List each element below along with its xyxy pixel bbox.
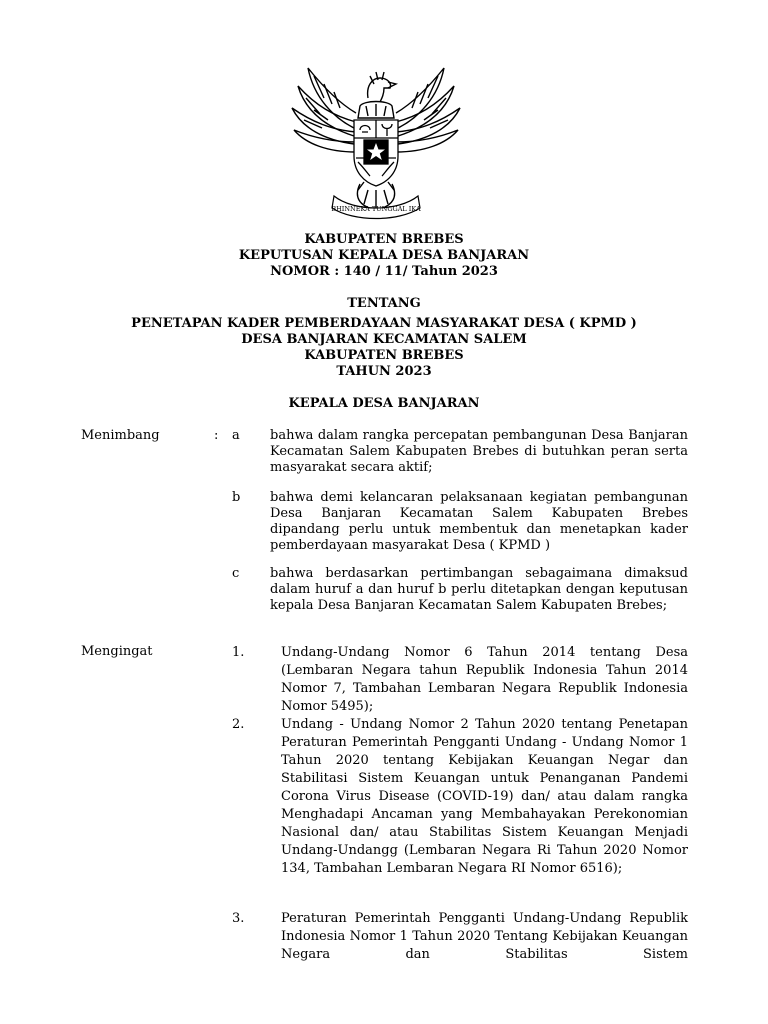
subject-line-4: TAHUN 2023 bbox=[336, 364, 432, 379]
menimbang-item-b: bahwa demi kelancaran pelaksanaan kegiatan pembangunan Desa Banjaran Kecamatan Salem Kabupaten Brebes dipandang perlu untuk membentuk dan menetapkan kader pemberdayaan masyarakat Desa ( KPMD ) bbox=[270, 490, 688, 553]
menimbang-marker-a: a bbox=[232, 428, 240, 443]
issuer-heading: KEPALA DESA BANJARAN bbox=[288, 396, 480, 411]
tentang-heading: TENTANG bbox=[347, 296, 421, 311]
menimbang-label: Menimbang bbox=[81, 428, 160, 443]
subject-line-3: KABUPATEN BREBES bbox=[304, 348, 464, 363]
menimbang-marker-c: c bbox=[232, 566, 240, 581]
mengingat-item-3: Peraturan Pemerintah Pengganti Undang-Undang Republik Indonesia Nomor 1 Tahun 2020 Tentang Kebijakan Keuangan Negara dan Stabilitas Sistem bbox=[281, 911, 688, 962]
mengingat-marker-1: 1. bbox=[232, 645, 245, 660]
mengingat-label: Mengingat bbox=[81, 644, 153, 659]
mengingat-marker-3: 3. bbox=[232, 911, 245, 926]
subject-line-2: DESA BANJARAN KECAMATAN SALEM bbox=[241, 332, 527, 347]
menimbang-colon: : bbox=[214, 428, 219, 443]
mengingat-marker-2: 2. bbox=[232, 717, 245, 732]
subject-line-1: PENETAPAN KADER PEMBERDAYAAN MASYARAKAT DESA ( KPMD ) bbox=[131, 316, 637, 331]
menimbang-item-a: bahwa dalam rangka percepatan pembangunan Desa Banjaran Kecamatan Salem Kabupaten Brebes di butuhkan peran serta masyarakat secara aktif; bbox=[270, 428, 688, 475]
decree-title: KEPUTUSAN KEPALA DESA BANJARAN bbox=[238, 248, 530, 263]
motto: BHINNEKA TUNGGAL IKA bbox=[331, 205, 421, 213]
mengingat-item-1: Undang-Undang Nomor 6 Tahun 2014 tentang Desa (Lembaran Negara tahun Republik Indonesia Tahun 2014 Nomor 7, Tambahan Lembaran Negara Republik Indonesia Nomor 5495); bbox=[281, 645, 688, 714]
menimbang-marker-b: b bbox=[232, 490, 241, 505]
mengingat-item-2: Undang - Undang Nomor 2 Tahun 2020 tentang Penetapan Peraturan Pemerintah Pengganti Undang - Undang Nomor 1 Tahun 2020 tentang Kebijakan Keuangan Negar dan Stabilitasi Sistem Keuangan untuk Penanganan Pandemi Corona Virus Disease (COVID-19) dan/ atau dalam rangka Menghadapi Ancaman yang Membahayakan Perekonomian Nasional dan/ atau Stabilitas Sistem Keuangan Menjadi Undang-Undangg (Lembaran Negara Ri Tahun 2020 Nomor 134, Tambahan Lembaran Negara RI Nomor 6516); bbox=[281, 717, 688, 876]
menimbang-item-c: bahwa berdasarkan pertimbangan sebagaimana dimaksud dalam huruf a dan huruf b perlu ditetapkan dengan keputusan kepala Desa Banjaran Kecamatan Salem Kabupaten Brebes; bbox=[270, 566, 688, 613]
regency-title: KABUPATEN BREBES bbox=[304, 232, 464, 247]
decree-number: NOMOR : 140 / 11/ Tahun 2023 bbox=[270, 264, 498, 279]
garuda-emblem bbox=[284, 58, 468, 220]
